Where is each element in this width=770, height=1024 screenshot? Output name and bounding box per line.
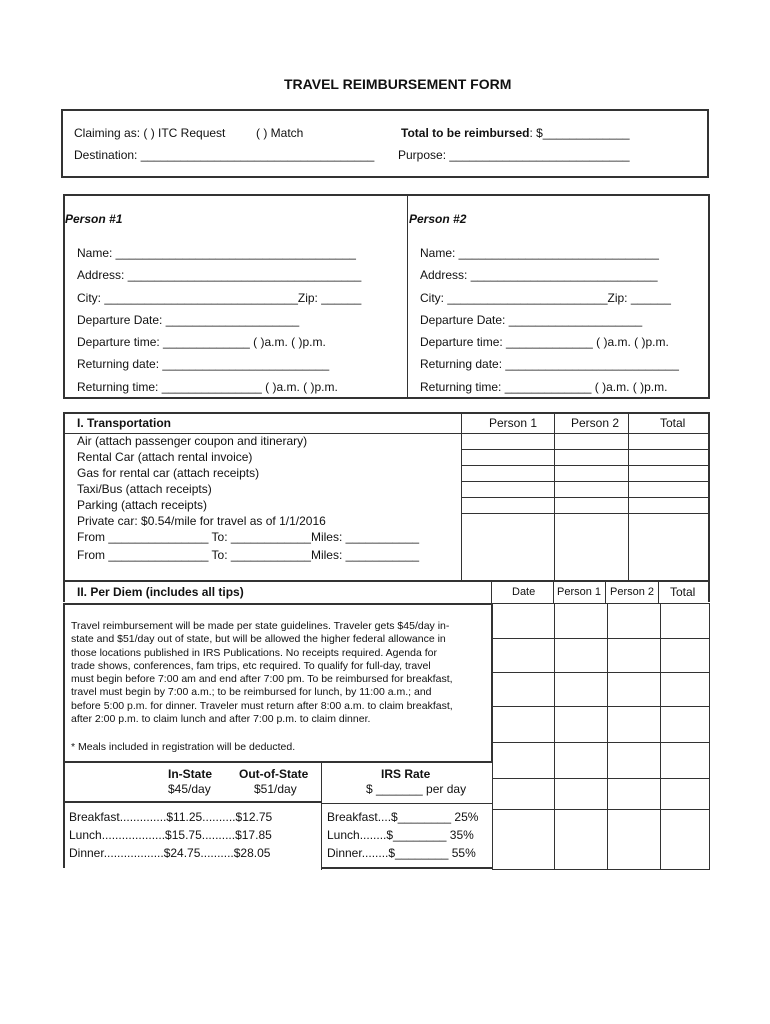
claim-header-box	[61, 109, 709, 178]
per-diem-cell[interactable]	[493, 779, 555, 810]
per-diem-cell[interactable]	[661, 604, 710, 639]
per-diem-cell[interactable]	[555, 673, 608, 707]
instate-rate: $45/day	[168, 782, 211, 796]
person-1-departure-time-field[interactable]: Departure time: _____________ ( )a.m. ( )p.m.	[77, 335, 326, 349]
per-diem-cell[interactable]	[661, 743, 710, 779]
per-diem-col-date: Date	[512, 586, 536, 598]
per-diem-cell[interactable]	[661, 779, 710, 810]
transport-row-parking: Parking (attach receipts)	[77, 498, 208, 512]
meal-rate-lunch: Lunch...................$15.75..........$17.85	[69, 828, 272, 842]
transportation-col-person1: Person 1	[489, 416, 538, 430]
per-diem-cell[interactable]	[555, 810, 608, 870]
irs-meal-lunch[interactable]: Lunch........$________ 35%	[327, 828, 474, 842]
guideline-line: before 5:00 p.m. for dinner. Traveler must return after 8:00 a.m. to claim breakfast,	[71, 699, 453, 712]
per-diem-cell[interactable]	[493, 604, 555, 639]
outstate-label: Out-of-State	[239, 767, 309, 781]
per-diem-cell[interactable]	[608, 743, 661, 779]
transport-row-private-car: Private car: $0.54/mile for travel as of 1/1/2016	[77, 514, 326, 528]
irs-meal-breakfast[interactable]: Breakfast....$________ 25%	[327, 810, 479, 824]
person-2-departure-date-field[interactable]: Departure Date: ____________________	[420, 313, 643, 327]
destination-field[interactable]: Destination: ___________________________________	[74, 148, 375, 162]
per-diem-cell[interactable]	[555, 707, 608, 743]
irs-rate-label: IRS Rate	[381, 767, 431, 781]
per-diem-cell[interactable]	[493, 743, 555, 779]
per-diem-heading: II. Per Diem (includes all tips)	[77, 585, 244, 599]
per-diem-cell[interactable]	[661, 810, 710, 870]
transport-row-gas: Gas for rental car (attach receipts)	[77, 466, 260, 480]
person-1-address-field[interactable]: Address: ___________________________________	[77, 268, 362, 282]
per-diem-entry-grid	[492, 603, 710, 870]
purpose-field[interactable]: Purpose: ___________________________	[398, 148, 630, 162]
person-2-name-field[interactable]: Name: ______________________________	[420, 246, 659, 260]
person-2-address-field[interactable]: Address: ____________________________	[420, 268, 658, 282]
per-diem-cell[interactable]	[555, 743, 608, 779]
per-diem-cell[interactable]	[661, 639, 710, 673]
person-1-heading: Person #1	[65, 212, 123, 226]
transport-row-taxi-bus: Taxi/Bus (attach receipts)	[77, 482, 212, 496]
meal-rate-dinner: Dinner..................$24.75..........$28.05	[69, 846, 271, 860]
guideline-line: trade shows, conferences, fam trips, etc required. To qualify for full-day, travel	[71, 659, 431, 672]
per-diem-cell[interactable]	[493, 707, 555, 743]
transportation-col-person2: Person 2	[571, 416, 620, 430]
per-diem-cell[interactable]	[555, 779, 608, 810]
private-car-from-line-1[interactable]: From _______________ To: ____________Miles: ___________	[77, 530, 420, 544]
per-diem-cell[interactable]	[608, 604, 661, 639]
per-diem-col-person2: Person 2	[610, 586, 655, 598]
person-2-returning-time-field[interactable]: Returning time: _____________ ( )a.m. ( )p.m.	[420, 380, 668, 394]
per-diem-cell[interactable]	[608, 673, 661, 707]
total-reimbursed-label: Total to be reimbursed	[401, 126, 530, 140]
claiming-as-itc-request[interactable]: Claiming as: ( ) ITC Request	[74, 126, 226, 140]
per-diem-cell[interactable]	[608, 639, 661, 673]
per-diem-cell[interactable]	[555, 604, 608, 639]
person-2-departure-time-field[interactable]: Departure time: _____________ ( )a.m. ( )p.m.	[420, 335, 669, 349]
person-1-name-field[interactable]: Name: ____________________________________	[77, 246, 356, 260]
total-reimbursed-blank[interactable]: : $_____________	[529, 126, 630, 140]
person-1-city-zip-field[interactable]: City: _____________________________Zip: ______	[77, 291, 362, 305]
guideline-line: after 2:00 p.m. to claim lunch and after 7:00 p.m. to claim dinner.	[71, 713, 371, 726]
per-diem-cell[interactable]	[608, 779, 661, 810]
guideline-line: those locations published in IRS Publications. No receipts required. Agenda for	[71, 646, 437, 659]
irs-rate-field[interactable]: $ _______ per day	[366, 782, 467, 796]
per-diem-cell[interactable]	[608, 707, 661, 743]
person-1-returning-date-field[interactable]: Returning date: _________________________	[77, 357, 330, 371]
per-diem-cell[interactable]	[493, 639, 555, 673]
per-diem-guidelines-paragraph	[71, 620, 489, 726]
person-1-departure-date-field[interactable]: Departure Date: ____________________	[77, 313, 300, 327]
person-2-city-zip-field[interactable]: City: ________________________Zip: ______	[420, 291, 671, 305]
transportation-heading: I. Transportation	[77, 416, 172, 430]
meals-deducted-note: * Meals included in registration will be deducted.	[71, 741, 296, 753]
person-2-returning-date-field[interactable]: Returning date: __________________________	[420, 357, 679, 371]
transportation-col-total: Total	[660, 416, 686, 430]
per-diem-cell[interactable]	[608, 810, 661, 870]
total-reimbursed-field[interactable]	[401, 126, 630, 140]
transport-row-rental-car: Rental Car (attach rental invoice)	[77, 450, 253, 464]
transport-row-air: Air (attach passenger coupon and itinerary)	[77, 434, 308, 448]
per-diem-col-total: Total	[670, 585, 696, 599]
per-diem-cell[interactable]	[661, 673, 710, 707]
meal-rate-breakfast: Breakfast..............$11.25..........$12.75	[69, 810, 273, 824]
per-diem-col-person1: Person 1	[557, 586, 602, 598]
per-diem-cell[interactable]	[555, 639, 608, 673]
irs-meal-dinner[interactable]: Dinner........$________ 55%	[327, 846, 476, 860]
instate-label: In-State	[168, 767, 213, 781]
per-diem-cell[interactable]	[493, 673, 555, 707]
per-diem-cell[interactable]	[661, 707, 710, 743]
person-1-returning-time-field[interactable]: Returning time: _______________ ( )a.m. ( )p.m.	[77, 380, 338, 394]
guideline-line: must begin before 7:00 am and end after 7:00 pm. To be reimbursed for breakfast,	[71, 673, 453, 686]
outstate-rate: $51/day	[254, 782, 297, 796]
guideline-line: state and $51/day out of state, but will be allowed the higher federal allowance in	[71, 633, 446, 646]
per-diem-cell[interactable]	[493, 810, 555, 870]
guideline-line: Travel reimbursement will be made per state guidelines. Traveler gets $45/day in-	[71, 620, 450, 632]
claiming-as-match[interactable]: ( ) Match	[256, 126, 304, 140]
guideline-line: travel must begin by 7:00 a.m.; to be reimbursed for lunch, by 11:00 a.m.; and	[71, 686, 432, 699]
private-car-from-line-2[interactable]: From _______________ To: ____________Miles: ___________	[77, 548, 420, 562]
form-title: TRAVEL REIMBURSEMENT FORM	[284, 76, 512, 92]
person-2-heading: Person #2	[409, 212, 467, 226]
